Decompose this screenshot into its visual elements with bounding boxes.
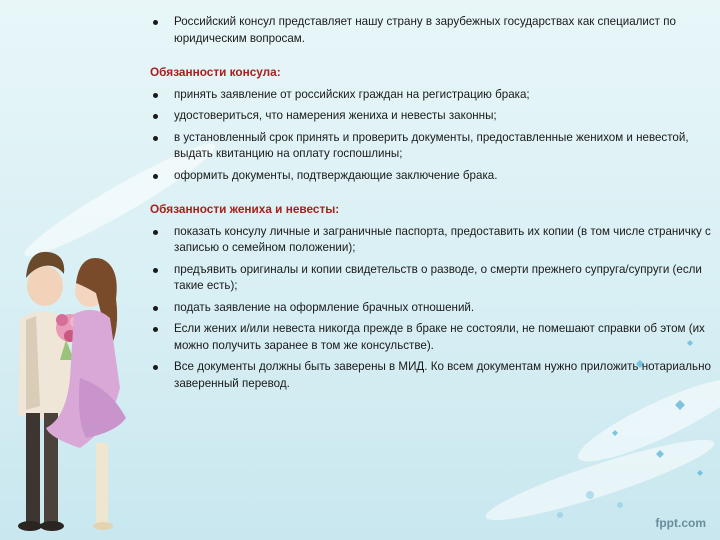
list-item: предъявить оригиналы и копии свидетельств о разводе, о смерти прежнего супруга/супруги (если такие есть); bbox=[150, 262, 715, 295]
intro-list bbox=[150, 14, 715, 47]
list-item: принять заявление от российских граждан на регистрацию брака; bbox=[150, 87, 715, 104]
list-item: удостовериться, что намерения жениха и невесты законны; bbox=[150, 108, 715, 125]
groom-figure bbox=[18, 252, 72, 531]
list-item: в установленный срок принять и проверить документы, предоставленные женихом и невестой, выдать квитанцию на оплату госпошлины; bbox=[150, 130, 715, 163]
list-item: Российский консул представляет нашу страну в зарубежных государствах как специалист по юридическим вопросам. bbox=[150, 14, 715, 47]
list-item: оформить документы, подтверждающие заключение брака. bbox=[150, 168, 715, 185]
consul-duties-heading: Обязанности консула: bbox=[150, 65, 281, 79]
list-item: показать консулу личные и заграничные паспорта, предоставить их копии (в том числе страничку с записью о семейном положении); bbox=[150, 224, 715, 257]
consul-duties-list bbox=[150, 87, 715, 185]
list-item: Все документы должны быть заверены в МИД. Ко всем документам нужно приложить нотариально заверенный перевод. bbox=[150, 359, 715, 392]
couple-duties-heading: Обязанности жениха и невесты: bbox=[150, 202, 340, 216]
fppt-logo: fppt.com bbox=[655, 516, 706, 530]
couple-illustration bbox=[0, 228, 150, 540]
slide-content bbox=[150, 14, 715, 397]
list-item: подать заявление на оформление брачных отношений. bbox=[150, 300, 715, 317]
list-item: Если жених и/или невеста никогда прежде в браке не состояли, не помешают справки об этом (их можно получить заранее в том же консульстве). bbox=[150, 321, 715, 354]
couple-duties-list bbox=[150, 224, 715, 393]
